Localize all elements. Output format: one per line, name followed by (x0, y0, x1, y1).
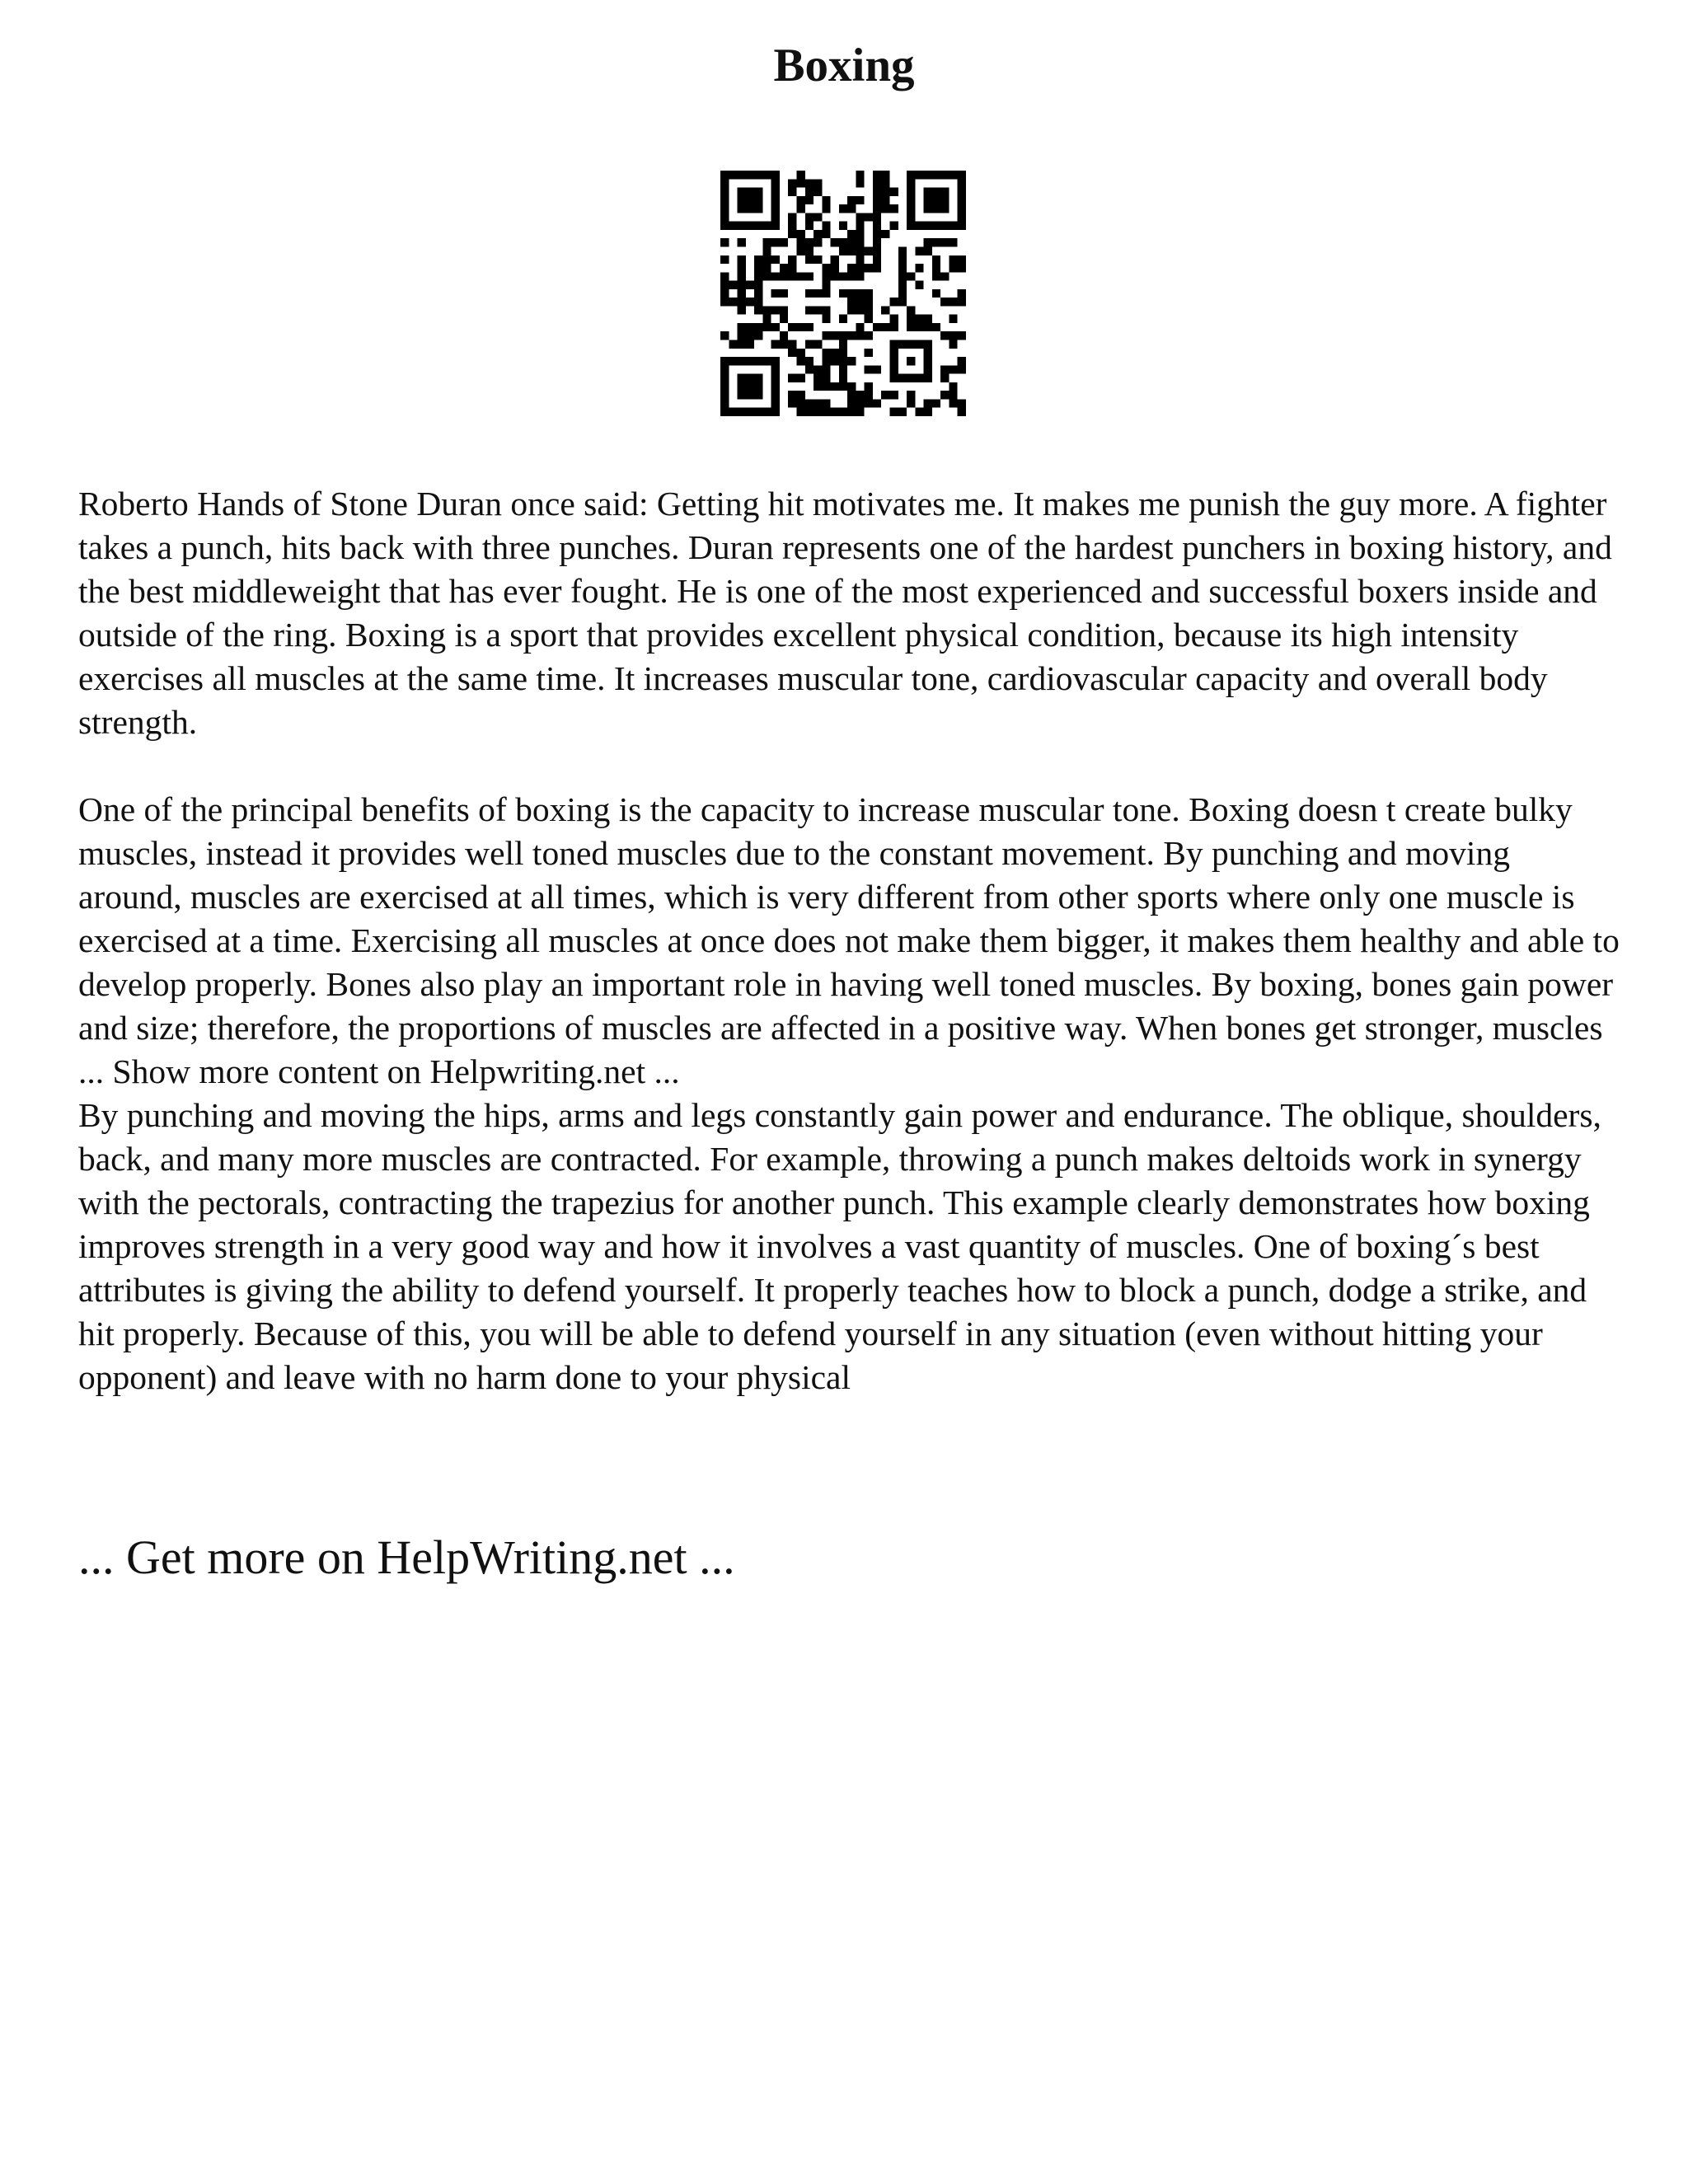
document-title: Boxing (773, 40, 915, 91)
document-body (78, 482, 1620, 1399)
paragraph-2: One of the principal benefits of boxing is the capacity to increase muscular tone. Boxing doesn t create bulky muscles, instead it provides well toned muscles due to the constant movement. By punching and moving around, muscles are exercised at all times, which is very different from other sports where only one muscle is exercised at a time. Exercising all muscles at once does not make them bigger, it makes them healthy and able to develop properly. Bones also play an important role in having well toned muscles. By boxing, bones gain power and size; therefore, the proportions of muscles are affected in a positive way. When bones get stronger, muscles ... Show more content on Helpwriting.net ... (78, 790, 1620, 1090)
qr-code-icon (720, 171, 966, 416)
paragraph-1: Roberto Hands of Stone Duran once said: Getting hit motivates me. It makes me punish the guy more. A fighter takes a punch, hits back with three punches. Duran represents one of the hardest punchers in boxing history, and the best middleweight that has ever fought. He is one of the most experienced and successful boxers inside and outside of the ring. Boxing is a sport that provides excellent physical condition, because its high intensity exercises all muscles at the same time. It increases muscular tone, cardiovascular capacity and overall body strength. (78, 485, 1612, 741)
get-more-link[interactable]: ... Get more on HelpWriting.net ... (78, 1530, 735, 1584)
paragraph-3: By punching and moving the hips, arms and legs constantly gain power and endurance. The oblique, shoulders, back, and many more muscles are contracted. For example, throwing a punch makes deltoids work in synergy with the pectorals, contracting the trapezius for another punch. This example clearly demonstrates how boxing improves strength in a very good way and how it involves a vast quantity of muscles. One of boxing´s best attributes is giving the ability to defend yourself. It properly teaches how to block a punch, dodge a strike, and hit properly. Because of this, you will be able to defend yourself in any situation (even without hitting your opponent) and leave with no harm done to your physical (78, 1096, 1601, 1396)
qr-code-graphic (720, 171, 966, 416)
